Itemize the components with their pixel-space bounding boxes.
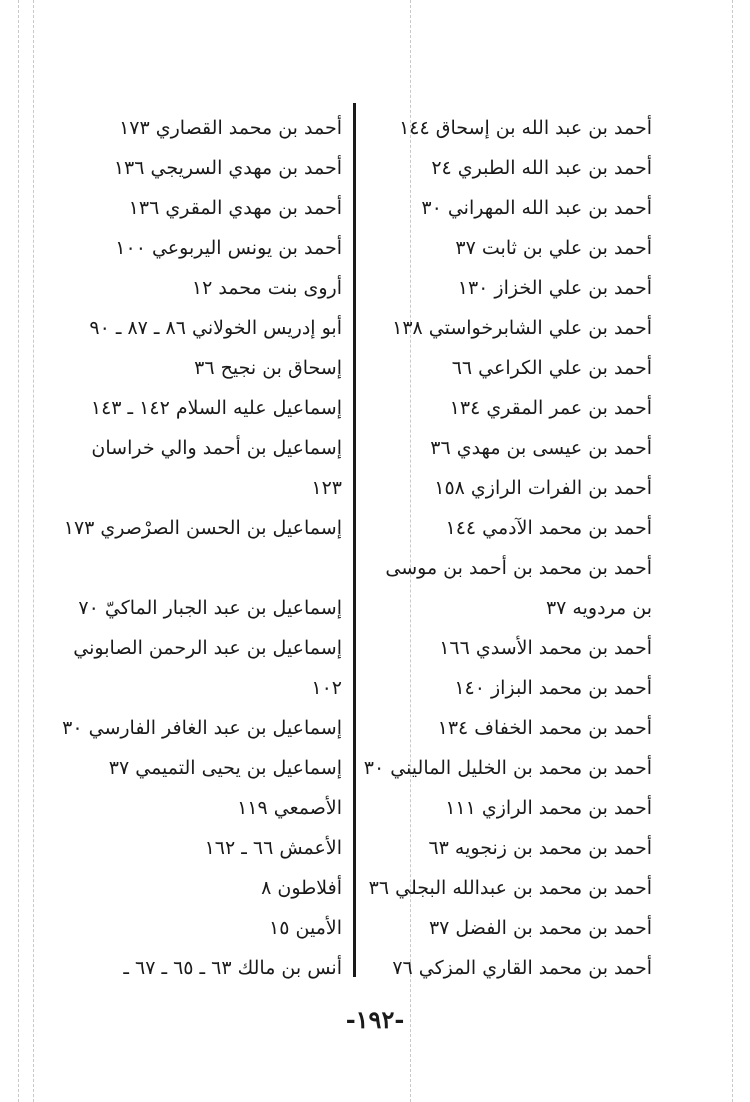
scan-margin-line xyxy=(732,0,733,1102)
index-entry: أحمد بن محمد القاري المزكي ٧٦ xyxy=(392,957,652,979)
index-entry: أحمد بن محمد الخفاف ١٣٤ xyxy=(437,717,652,739)
index-entry: أحمد بن علي الكراعي ٦٦ xyxy=(451,357,652,379)
index-entry: أحمد بن محمد بن زنجويه ٦٣ xyxy=(428,837,652,859)
index-entry: أحمد بن محمد بن الخليل الماليني ٣٠ xyxy=(363,757,652,779)
index-entry: أحمد بن علي بن ثابت ٣٧ xyxy=(455,237,652,259)
index-entry: إسماعيل بن عبد الرحمن الصابوني ١٠٢ xyxy=(73,637,342,699)
index-entry: أحمد بن يونس اليربوعي ١٠٠ xyxy=(115,237,342,259)
index-column-left xyxy=(62,108,342,988)
index-entry: إسحاق بن نجيح ٣٦ xyxy=(194,357,342,379)
index-entry: أحمد بن مهدي السريجي ١٣٦ xyxy=(113,157,342,179)
index-column-right xyxy=(363,108,652,988)
index-entry: أحمد بن محمد القصاري ١٧٣ xyxy=(119,117,342,139)
index-entry: إسماعيل بن الحسن الصرْصري ١٧٣ xyxy=(63,517,342,539)
index-entry: أبو إدريس الخولاني ٨٦ ـ ٨٧ ـ ٩٠ xyxy=(89,317,342,339)
index-entry: أحمد بن علي الخزاز ١٣٠ xyxy=(457,277,652,299)
index-entry: أحمد بن علي الشابرخواستي ١٣٨ xyxy=(392,317,652,339)
column-divider xyxy=(353,103,356,977)
index-entry: الأعمش ٦٦ ـ ١٦٢ xyxy=(204,837,342,859)
index-entry: إسماعيل بن عبد الجبار الماكيّ ٧٠ xyxy=(78,597,342,619)
index-entry: أحمد بن عمر المقري ١٣٤ xyxy=(449,397,652,419)
index-entry: أحمد بن محمد بن أحمد بن موسى بن مردويه ٣٧ xyxy=(385,557,652,619)
index-entry: أحمد بن عبد الله الطبري ٢٤ xyxy=(431,157,652,179)
index-entry: أحمد بن عبد الله المهراني ٣٠ xyxy=(421,197,652,219)
index-entry: أحمد بن محمد البزاز ١٤٠ xyxy=(454,677,652,699)
index-entry: إسماعيل بن أحمد والي خراسان ١٢٣ xyxy=(91,437,342,499)
index-entry: الأمين ١٥ xyxy=(269,917,342,939)
index-entry: أحمد بن محمد بن عبدالله البجلي ٣٦ xyxy=(368,877,652,899)
index-entry: أحمد بن محمد الرازي ١١١ xyxy=(445,797,652,819)
index-entry: إسماعيل عليه السلام ١٤٢ ـ ١٤٣ xyxy=(90,397,342,419)
index-entry: أحمد بن محمد الآدمي ١٤٤ xyxy=(445,517,652,539)
scan-margin-line xyxy=(18,0,19,1102)
scan-margin-line xyxy=(33,0,34,1102)
index-entry: أحمد بن الفرات الرازي ١٥٨ xyxy=(434,477,652,499)
index-entry: أحمد بن عيسى بن مهدي ٣٦ xyxy=(430,437,652,459)
index-entry: أفلاطون ٨ xyxy=(261,877,342,899)
index-entry: أروى بنت محمد ١٢ xyxy=(191,277,342,299)
index-entry: أحمد بن محمد بن الفضل ٣٧ xyxy=(428,917,652,939)
page-number: -١٩٢- xyxy=(345,1005,405,1034)
index-entry: إسماعيل بن عبد الغافر الفارسي ٣٠ xyxy=(62,717,342,739)
index-entry: إسماعيل بن يحيى التميمي ٣٧ xyxy=(108,757,342,779)
index-entry: أحمد بن عبد الله بن إسحاق ١٤٤ xyxy=(399,117,652,139)
index-entry: أنس بن مالك ٦٣ ـ ٦٥ ـ ٦٧ ـ xyxy=(123,957,342,979)
index-entry: الأصمعي ١١٩ xyxy=(237,797,342,819)
index-entry: أحمد بن مهدي المقري ١٣٦ xyxy=(128,197,342,219)
index-entry: أحمد بن محمد الأسدي ١٦٦ xyxy=(439,637,652,659)
